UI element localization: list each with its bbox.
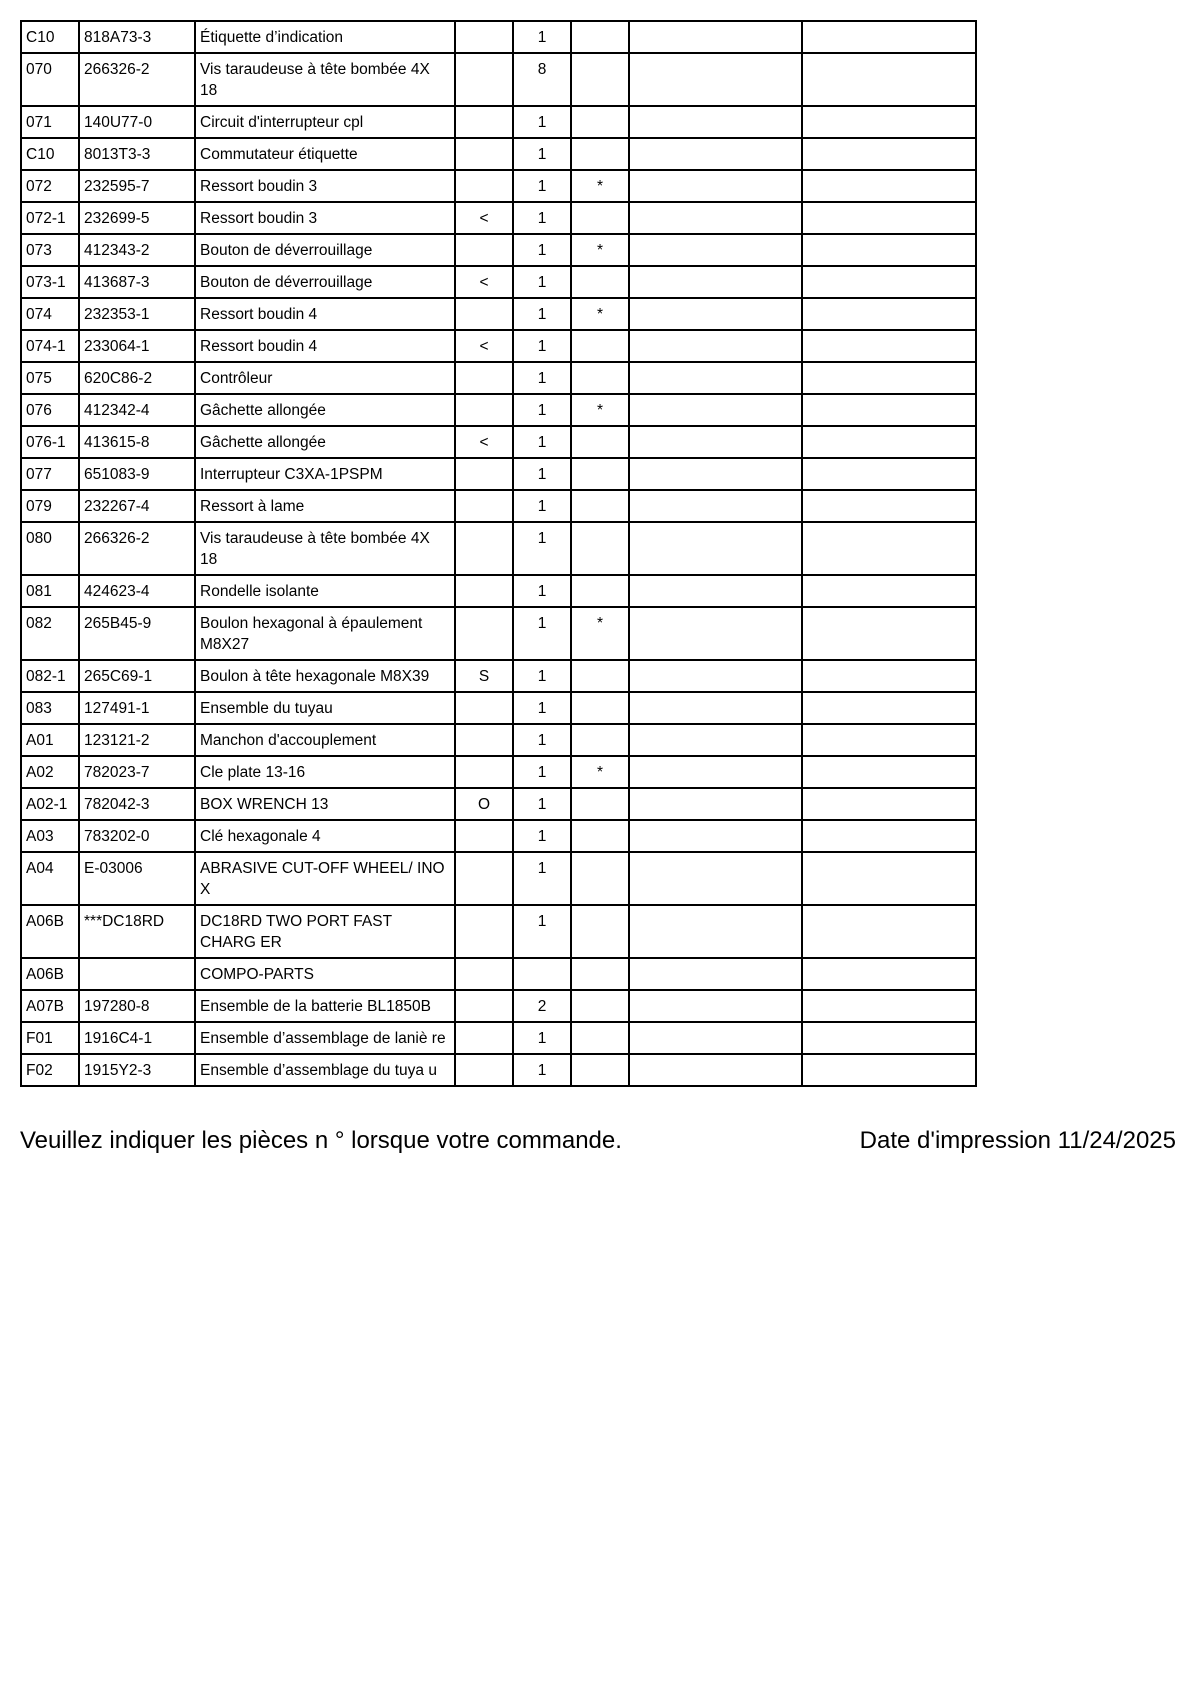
blank-cell [629, 53, 802, 106]
blank-cell [629, 490, 802, 522]
note-cell [571, 1054, 629, 1086]
description-cell: Bouton de déverrouillage [195, 234, 455, 266]
blank-cell [802, 170, 976, 202]
note-cell [571, 575, 629, 607]
table-row [21, 1054, 976, 1086]
quantity-cell: 1 [513, 266, 571, 298]
flag-cell [455, 692, 513, 724]
blank-cell [629, 202, 802, 234]
flag-cell: < [455, 330, 513, 362]
blank-cell [629, 788, 802, 820]
quantity-cell: 1 [513, 490, 571, 522]
description-cell: Interrupteur C3XA-1PSPM [195, 458, 455, 490]
quantity-cell: 1 [513, 575, 571, 607]
note-cell [571, 362, 629, 394]
item-index-cell: 075 [21, 362, 79, 394]
note-cell [571, 788, 629, 820]
description-cell: Circuit d'interrupteur cpl [195, 106, 455, 138]
item-index-cell: A07B [21, 990, 79, 1022]
table-row [21, 990, 976, 1022]
flag-cell [455, 575, 513, 607]
print-date: Date d'impression 11/24/2025 [859, 1127, 1176, 1154]
blank-cell [629, 21, 802, 53]
blank-cell [802, 1022, 976, 1054]
part-number-cell: 8013T3-3 [79, 138, 195, 170]
table-row [21, 394, 976, 426]
item-index-cell: 077 [21, 458, 79, 490]
note-cell [571, 53, 629, 106]
blank-cell [629, 234, 802, 266]
blank-cell [802, 202, 976, 234]
description-cell: BOX WRENCH 13 [195, 788, 455, 820]
part-number-cell: 197280-8 [79, 990, 195, 1022]
quantity-cell: 1 [513, 607, 571, 660]
quantity-cell: 1 [513, 1054, 571, 1086]
table-row [21, 53, 976, 106]
flag-cell: < [455, 426, 513, 458]
quantity-cell: 1 [513, 138, 571, 170]
flag-cell [455, 53, 513, 106]
quantity-cell: 1 [513, 756, 571, 788]
item-index-cell: 083 [21, 692, 79, 724]
blank-cell [802, 692, 976, 724]
note-cell [571, 958, 629, 990]
table-row [21, 21, 976, 53]
blank-cell [629, 660, 802, 692]
table-row [21, 362, 976, 394]
note-cell [571, 106, 629, 138]
table-row [21, 106, 976, 138]
quantity-cell: 1 [513, 692, 571, 724]
part-number-cell: 266326-2 [79, 53, 195, 106]
flag-cell [455, 990, 513, 1022]
table-row [21, 905, 976, 958]
note-cell [571, 266, 629, 298]
part-number-cell [79, 958, 195, 990]
blank-cell [629, 330, 802, 362]
table-row [21, 234, 976, 266]
quantity-cell: 1 [513, 905, 571, 958]
blank-cell [802, 298, 976, 330]
item-index-cell: 081 [21, 575, 79, 607]
part-number-cell: 123121-2 [79, 724, 195, 756]
item-index-cell: A01 [21, 724, 79, 756]
note-cell [571, 724, 629, 756]
blank-cell [802, 138, 976, 170]
parts-table [20, 20, 977, 1087]
blank-cell [629, 820, 802, 852]
flag-cell [455, 958, 513, 990]
description-cell: Commutateur étiquette [195, 138, 455, 170]
note-cell: * [571, 607, 629, 660]
part-number-cell: 651083-9 [79, 458, 195, 490]
flag-cell [455, 1022, 513, 1054]
blank-cell [629, 522, 802, 575]
flag-cell [455, 724, 513, 756]
blank-cell [629, 458, 802, 490]
blank-cell [802, 575, 976, 607]
item-index-cell: A06B [21, 905, 79, 958]
flag-cell [455, 106, 513, 138]
quantity-cell: 2 [513, 990, 571, 1022]
blank-cell [802, 1054, 976, 1086]
blank-cell [629, 607, 802, 660]
table-row [21, 852, 976, 905]
blank-cell [629, 138, 802, 170]
description-cell: Ressort boudin 4 [195, 330, 455, 362]
flag-cell [455, 820, 513, 852]
blank-cell [802, 53, 976, 106]
blank-cell [802, 607, 976, 660]
note-cell [571, 660, 629, 692]
note-cell [571, 905, 629, 958]
quantity-cell: 1 [513, 330, 571, 362]
description-cell: Boulon à tête hexagonale M8X39 [195, 660, 455, 692]
note-cell [571, 820, 629, 852]
note-cell: * [571, 756, 629, 788]
description-cell: Ressort boudin 3 [195, 170, 455, 202]
blank-cell [802, 21, 976, 53]
blank-cell [802, 266, 976, 298]
note-cell: * [571, 234, 629, 266]
part-number-cell: 127491-1 [79, 692, 195, 724]
table-row [21, 522, 976, 575]
description-cell: Boulon hexagonal à épaulement M8X27 [195, 607, 455, 660]
description-cell: Ressort à lame [195, 490, 455, 522]
flag-cell [455, 362, 513, 394]
quantity-cell: 1 [513, 1022, 571, 1054]
item-index-cell: 076 [21, 394, 79, 426]
blank-cell [802, 724, 976, 756]
quantity-cell: 1 [513, 458, 571, 490]
flag-cell: S [455, 660, 513, 692]
item-index-cell: A06B [21, 958, 79, 990]
blank-cell [629, 362, 802, 394]
item-index-cell: 074 [21, 298, 79, 330]
blank-cell [629, 575, 802, 607]
description-cell: Ressort boudin 3 [195, 202, 455, 234]
blank-cell [629, 170, 802, 202]
part-number-cell: 413615-8 [79, 426, 195, 458]
note-cell [571, 202, 629, 234]
item-index-cell: 071 [21, 106, 79, 138]
blank-cell [802, 362, 976, 394]
part-number-cell: 412342-4 [79, 394, 195, 426]
quantity-cell: 1 [513, 170, 571, 202]
blank-cell [802, 905, 976, 958]
quantity-cell: 1 [513, 820, 571, 852]
part-number-cell: 782042-3 [79, 788, 195, 820]
blank-cell [802, 756, 976, 788]
table-row [21, 266, 976, 298]
part-number-cell: 818A73-3 [79, 21, 195, 53]
blank-cell [802, 788, 976, 820]
note-cell [571, 138, 629, 170]
description-cell: Vis taraudeuse à tête bombée 4X 18 [195, 53, 455, 106]
item-index-cell: 082 [21, 607, 79, 660]
item-index-cell: 079 [21, 490, 79, 522]
table-row [21, 607, 976, 660]
blank-cell [802, 820, 976, 852]
table-row [21, 692, 976, 724]
quantity-cell: 1 [513, 426, 571, 458]
order-instruction: Veuillez indiquer les pièces n ° lorsque votre commande. [20, 1127, 622, 1154]
item-index-cell: 080 [21, 522, 79, 575]
item-index-cell: A02 [21, 756, 79, 788]
part-number-cell: 783202-0 [79, 820, 195, 852]
part-number-cell: 232267-4 [79, 490, 195, 522]
item-index-cell: 073-1 [21, 266, 79, 298]
blank-cell [802, 958, 976, 990]
blank-cell [629, 298, 802, 330]
quantity-cell [513, 958, 571, 990]
note-cell [571, 990, 629, 1022]
blank-cell [629, 394, 802, 426]
blank-cell [802, 458, 976, 490]
blank-cell [802, 330, 976, 362]
item-index-cell: F01 [21, 1022, 79, 1054]
item-index-cell: A03 [21, 820, 79, 852]
table-row [21, 490, 976, 522]
quantity-cell: 1 [513, 852, 571, 905]
flag-cell [455, 21, 513, 53]
part-number-cell: 412343-2 [79, 234, 195, 266]
blank-cell [629, 958, 802, 990]
description-cell: Ensemble d’assemblage du tuya u [195, 1054, 455, 1086]
blank-cell [629, 106, 802, 138]
table-row [21, 820, 976, 852]
quantity-cell: 1 [513, 522, 571, 575]
flag-cell [455, 170, 513, 202]
blank-cell [802, 490, 976, 522]
part-number-cell: 140U77-0 [79, 106, 195, 138]
blank-cell [802, 990, 976, 1022]
quantity-cell: 1 [513, 21, 571, 53]
note-cell [571, 1022, 629, 1054]
quantity-cell: 1 [513, 298, 571, 330]
item-index-cell: 082-1 [21, 660, 79, 692]
part-number-cell: 265B45-9 [79, 607, 195, 660]
description-cell: Ensemble du tuyau [195, 692, 455, 724]
table-row [21, 958, 976, 990]
part-number-cell: 1915Y2-3 [79, 1054, 195, 1086]
blank-cell [629, 1022, 802, 1054]
item-index-cell: C10 [21, 21, 79, 53]
table-row [21, 660, 976, 692]
description-cell: COMPO-PARTS [195, 958, 455, 990]
item-index-cell: 073 [21, 234, 79, 266]
blank-cell [629, 692, 802, 724]
note-cell [571, 330, 629, 362]
flag-cell [455, 394, 513, 426]
table-row [21, 170, 976, 202]
quantity-cell: 1 [513, 660, 571, 692]
description-cell: Clé hexagonale 4 [195, 820, 455, 852]
description-cell: Étiquette d’indication [195, 21, 455, 53]
blank-cell [802, 522, 976, 575]
part-number-cell: 413687-3 [79, 266, 195, 298]
quantity-cell: 1 [513, 724, 571, 756]
quantity-cell: 1 [513, 788, 571, 820]
item-index-cell: A04 [21, 852, 79, 905]
table-row [21, 426, 976, 458]
blank-cell [802, 234, 976, 266]
blank-cell [802, 426, 976, 458]
item-index-cell: 070 [21, 53, 79, 106]
table-row [21, 756, 976, 788]
table-row [21, 1022, 976, 1054]
description-cell: Ensemble d’assemblage de laniè re [195, 1022, 455, 1054]
blank-cell [629, 990, 802, 1022]
blank-cell [629, 724, 802, 756]
part-number-cell: 232353-1 [79, 298, 195, 330]
table-row [21, 298, 976, 330]
flag-cell: < [455, 266, 513, 298]
blank-cell [629, 266, 802, 298]
quantity-cell: 1 [513, 202, 571, 234]
item-index-cell: 072 [21, 170, 79, 202]
item-index-cell: C10 [21, 138, 79, 170]
flag-cell [455, 1054, 513, 1086]
flag-cell: O [455, 788, 513, 820]
parts-table-body [21, 21, 976, 1086]
description-cell: Gâchette allongée [195, 394, 455, 426]
note-cell [571, 852, 629, 905]
description-cell: Vis taraudeuse à tête bombée 4X 18 [195, 522, 455, 575]
note-cell [571, 458, 629, 490]
flag-cell [455, 234, 513, 266]
blank-cell [629, 426, 802, 458]
item-index-cell: F02 [21, 1054, 79, 1086]
blank-cell [802, 394, 976, 426]
part-number-cell: 1916C4-1 [79, 1022, 195, 1054]
table-row [21, 575, 976, 607]
blank-cell [629, 1054, 802, 1086]
quantity-cell: 1 [513, 362, 571, 394]
quantity-cell: 8 [513, 53, 571, 106]
quantity-cell: 1 [513, 234, 571, 266]
description-cell: Manchon d'accouplement [195, 724, 455, 756]
description-cell: DC18RD TWO PORT FAST CHARG ER [195, 905, 455, 958]
table-row [21, 330, 976, 362]
item-index-cell: 074-1 [21, 330, 79, 362]
description-cell: Cle plate 13-16 [195, 756, 455, 788]
flag-cell [455, 756, 513, 788]
flag-cell [455, 522, 513, 575]
blank-cell [629, 756, 802, 788]
description-cell: Rondelle isolante [195, 575, 455, 607]
table-row [21, 788, 976, 820]
description-cell: Gâchette allongée [195, 426, 455, 458]
blank-cell [629, 852, 802, 905]
blank-cell [629, 905, 802, 958]
flag-cell [455, 905, 513, 958]
quantity-cell: 1 [513, 106, 571, 138]
table-row [21, 202, 976, 234]
flag-cell [455, 490, 513, 522]
note-cell [571, 692, 629, 724]
part-number-cell: 232699-5 [79, 202, 195, 234]
description-cell: Ensemble de la batterie BL1850B [195, 990, 455, 1022]
blank-cell [802, 660, 976, 692]
table-row [21, 138, 976, 170]
note-cell: * [571, 298, 629, 330]
blank-cell [802, 106, 976, 138]
item-index-cell: A02-1 [21, 788, 79, 820]
note-cell: * [571, 170, 629, 202]
note-cell [571, 21, 629, 53]
table-row [21, 724, 976, 756]
flag-cell [455, 138, 513, 170]
note-cell [571, 426, 629, 458]
description-cell: ABRASIVE CUT-OFF WHEEL/ INO X [195, 852, 455, 905]
part-number-cell: 620C86-2 [79, 362, 195, 394]
part-number-cell: 232595-7 [79, 170, 195, 202]
part-number-cell: 424623-4 [79, 575, 195, 607]
blank-cell [802, 852, 976, 905]
part-number-cell: 233064-1 [79, 330, 195, 362]
flag-cell [455, 852, 513, 905]
note-cell: * [571, 394, 629, 426]
part-number-cell: ***DC18RD [79, 905, 195, 958]
part-number-cell: 782023-7 [79, 756, 195, 788]
part-number-cell: 266326-2 [79, 522, 195, 575]
description-cell: Bouton de déverrouillage [195, 266, 455, 298]
item-index-cell: 072-1 [21, 202, 79, 234]
note-cell [571, 490, 629, 522]
table-row [21, 458, 976, 490]
flag-cell [455, 298, 513, 330]
flag-cell [455, 458, 513, 490]
description-cell: Ressort boudin 4 [195, 298, 455, 330]
part-number-cell: E-03006 [79, 852, 195, 905]
quantity-cell: 1 [513, 394, 571, 426]
flag-cell [455, 607, 513, 660]
flag-cell: < [455, 202, 513, 234]
note-cell [571, 522, 629, 575]
part-number-cell: 265C69-1 [79, 660, 195, 692]
description-cell: Contrôleur [195, 362, 455, 394]
item-index-cell: 076-1 [21, 426, 79, 458]
